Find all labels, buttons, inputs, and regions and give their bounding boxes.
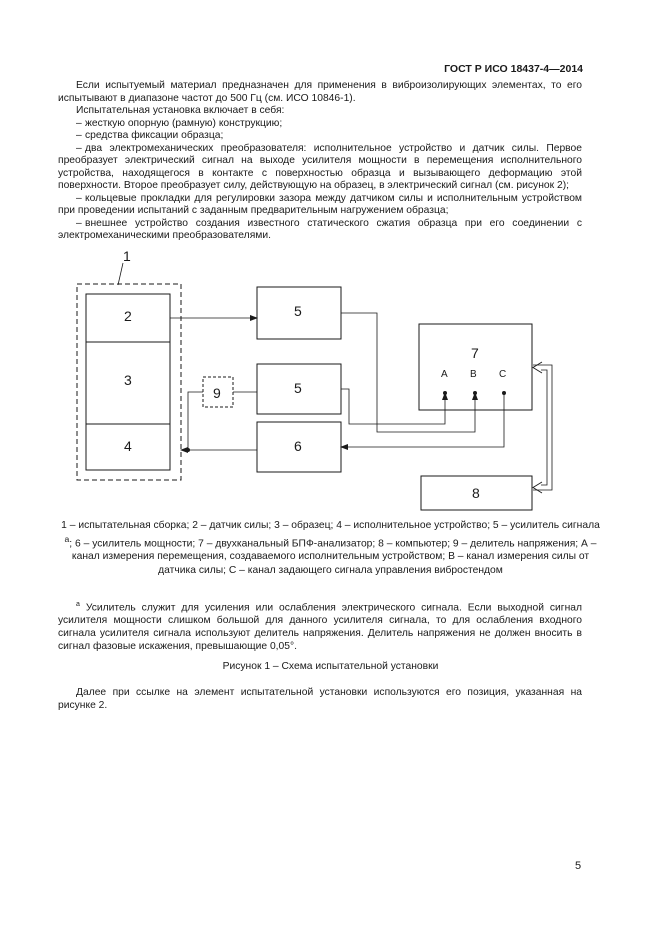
assembly-leader-line (118, 263, 123, 285)
wire-junction-to-divider (188, 392, 203, 450)
wire-amp-to-channel-a (341, 389, 445, 424)
figure-caption: Рисунок 1 – Схема испытательной установки (222, 661, 439, 672)
list-dash: – (76, 217, 82, 229)
label-9: 9 (213, 385, 221, 401)
label-4: 4 (124, 438, 132, 454)
list-item-text: жесткую опорную (рамную) конструкцию; (85, 117, 283, 129)
label-5-mid: 5 (294, 380, 302, 396)
label-1: 1 (123, 248, 131, 264)
bus-analyzer-computer (533, 365, 552, 490)
list-item-text: два электромеханических преобразователя: исполнительное устройство и датчик силы. Первое преобразует электрический сигнал на выходе усилителя мощности в перемещения исполнительного устройства, находящегося в контакте с поверхностью образца и вызывающего деформацию этой поверхности. Второе преобразует силу, действующую на образец, в электрический сигнал (см. рисунок 2); (58, 142, 582, 191)
list-item-text: средства фиксации образца; (85, 130, 224, 141)
footnote-mark: a (76, 601, 80, 608)
document-header: ГОСТ Р ИСО 18437-4—2014 (444, 63, 583, 75)
label-3: 3 (124, 372, 132, 388)
bus-arrow-to-analyzer (533, 362, 542, 373)
closing-paragraph: Далее при ссылке на элемент испытательной установки используются его позиция, указанная на рисунке 2. (58, 687, 582, 711)
footnote-text: Усилитель служит для усиления или ослабления электрического сигнала. Если выходной сигнал усилителя мощности слишком большой для данного усилителя сигнала, то для ослабления входного сигнала усилителя сигнала используют делитель напряжения. Делитель напряжения не должен вносить в сигнал фазовые искажения, превышающие 0,05°. (58, 602, 582, 653)
legend-text-rest: ; 6 – усилитель мощности; 7 – двухканальный БПФ-анализатор; 8 – компьютер; 9 – делитель напряжения; А – канал измерения перемещения, создаваемого исполнительным устройством; В – канал измерения силы от датчика силы; С – канал задающего сигнала управления вибростендом (69, 537, 597, 576)
label-7: 7 (471, 345, 479, 361)
figure-footnote (58, 598, 582, 653)
list-item-text: кольцевые прокладки для регулировки зазора между датчиком силы и исполнительным устройством при проведении испытаний с заданным предварительным нагружением образца; (58, 192, 582, 216)
page-number: 5 (575, 860, 582, 872)
label-channel-c: C (499, 369, 507, 380)
label-channel-a: A (441, 369, 448, 380)
legend-text: 1 – испытательная сборка; 2 – датчик силы; 3 – образец; 4 – исполнительное устройство; 5 – усилитель сигнала (61, 520, 600, 531)
bus-arrow-to-computer (533, 482, 542, 493)
legend-footnote-mark: a (64, 533, 70, 544)
figure-legend (58, 519, 603, 577)
box-fft-analyzer (419, 324, 532, 410)
list-dash: – (76, 130, 82, 141)
label-2: 2 (124, 308, 132, 324)
list-dash: – (76, 192, 82, 204)
list-dash: – (76, 117, 82, 129)
wire-channel-c-to-power-amp (341, 393, 504, 447)
bus-analyzer-computer-inner (541, 370, 547, 485)
intro-paragraph-1: Если испытуемый материал предназначен для применения в виброизолирующих элементах, то его испытывают в диапазоне частот до 500 Гц (см. ИСО 10846-1). (58, 80, 582, 104)
label-6: 6 (294, 438, 302, 454)
label-5-top: 5 (294, 303, 302, 319)
label-8: 8 (472, 485, 480, 501)
list-item-text: внешнее устройство создания известного статического сжатия образца при его соединении с электромеханическими преобразователями. (58, 217, 582, 241)
wire-amp-to-channel-b (341, 313, 475, 432)
list-dash: – (76, 142, 82, 154)
label-channel-b: B (470, 369, 477, 380)
intro-paragraph-2: Испытательная установка включает в себя: (76, 105, 285, 116)
